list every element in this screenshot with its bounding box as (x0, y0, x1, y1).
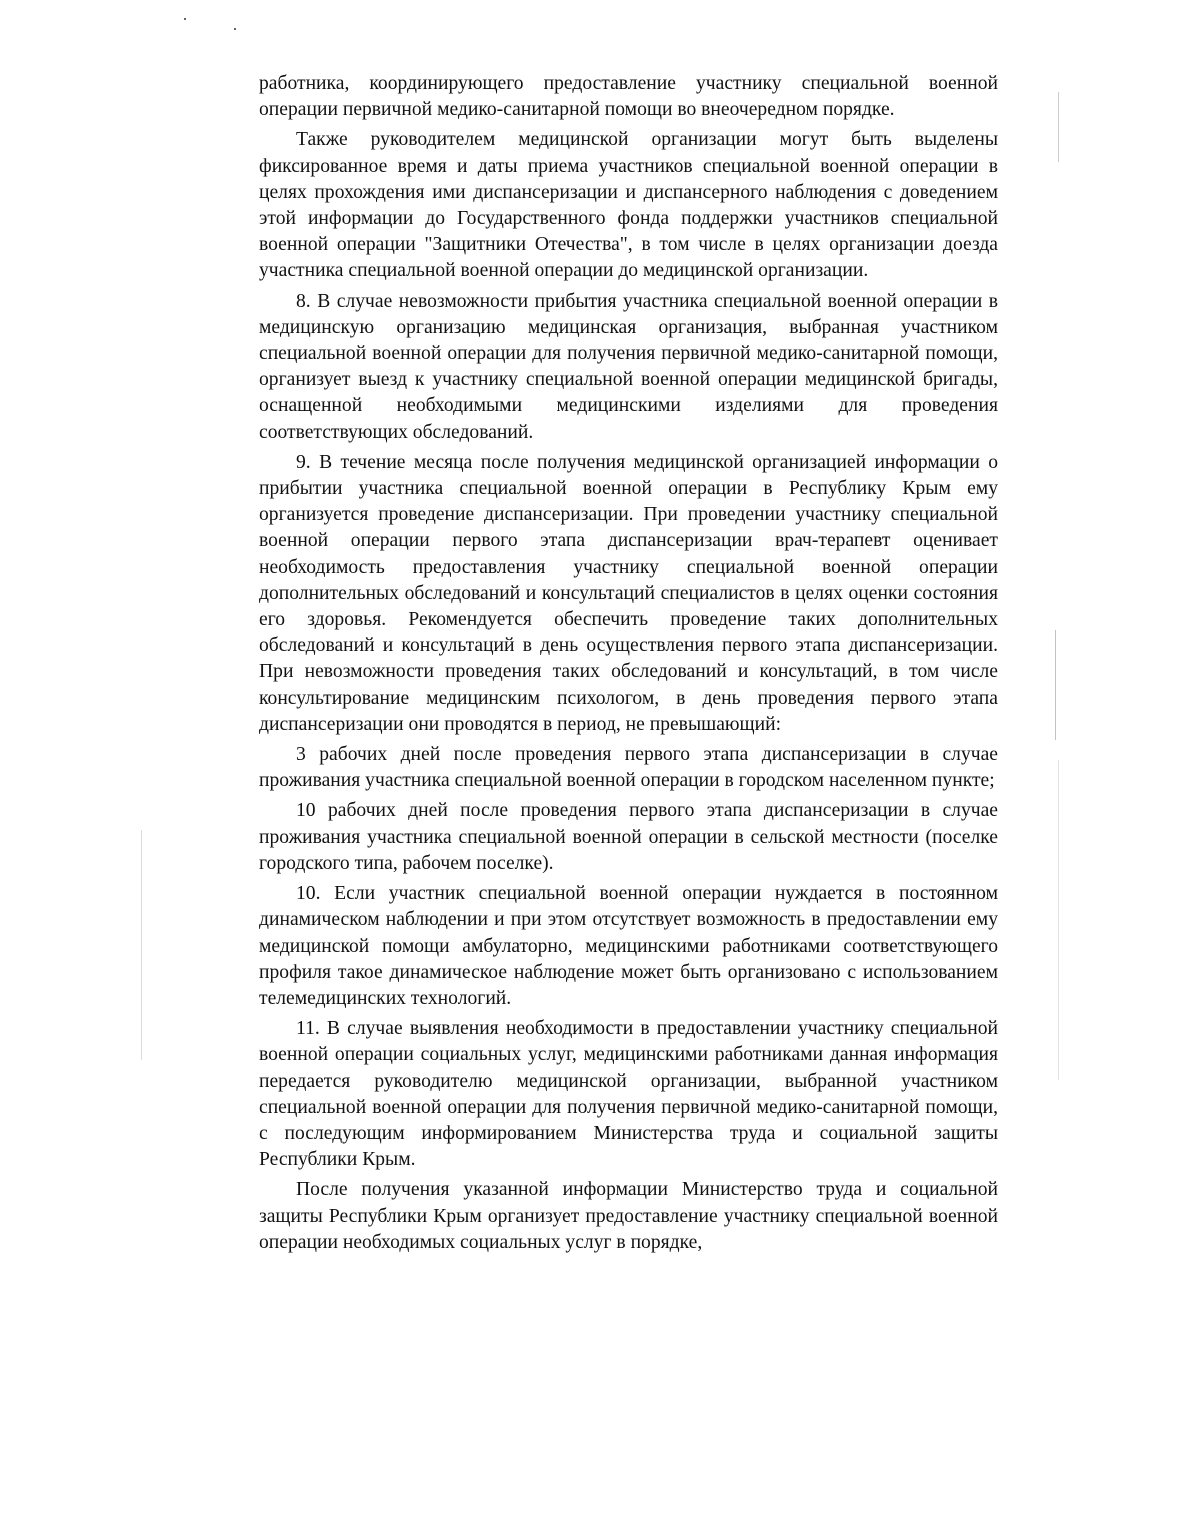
paragraph-social-services: После получения указанной информации Министерство труда и социальной защиты Республики Крым организует предоставление участнику специальной военной операции необходимых социальных услуг в порядке, (259, 1179, 998, 1253)
document-body (259, 71, 998, 1260)
scan-speck (184, 18, 186, 20)
paragraph-rural-term: 10 рабочих дней после проведения первого этапа диспансеризации в случае проживания участника специальной военной операции в сельской местности (поселке городского типа, рабочем поселке). (259, 800, 998, 874)
scan-speck (234, 28, 236, 30)
paragraph-item-11: 11. В случае выявления необходимости в предоставлении участнику специальной военной операции социальных услуг, медицинскими работниками данная информация передается руководителю медицинской организации, выбранной участником специальной военной операции для получения первичной медико-санитарной помощи, с последующим информированием Министерства труда и социальной защиты Республики Крым. (259, 1018, 998, 1171)
scan-streak (1055, 630, 1056, 740)
paragraph-item-10: 10. Если участник специальной военной операции нуждается в постоянном динамическом наблюдении и при этом отсутствует возможность в предоставлении ему медицинской помощи амбулаторно, медицинскими работниками соответствующего профиля такое динамическое наблюдение может быть организовано с использованием телемедицинских технологий. (259, 883, 998, 1009)
paragraph-continuation: работника, координирующего предоставление участнику специальной военной операции первичной медико-санитарной помощи во внеочередном порядке. (259, 73, 998, 121)
paragraph-item-8: 8. В случае невозможности прибытия участника специальной военной операции в медицинскую организацию медицинская организация, выбранная участником специальной военной операции для получения первичной медико-санитарной помощи, организует выезд к участнику специальной военной операции медицинской бригады, оснащенной необходимыми медицинскими изделиями для проведения соответствующих обследований. (259, 290, 998, 443)
scan-streak (1058, 92, 1059, 162)
scan-streak (141, 830, 142, 1060)
paragraph-item-9: 9. В течение месяца после получения медицинской организацией информации о прибытии участника специальной военной операции в Республику Крым ему организуется проведение диспансеризации. При проведении участнику специальной военной операции первого этапа диспансеризации врач-терапевт оценивает необходимость предоставления участнику специальной военной операции дополнительных обследований и консультаций специалистов в целях оценки состояния его здоровья. Рекомендуется обеспечить проведение таких дополнительных обследований и консультаций в день осуществления первого этапа диспансеризации. При невозможности проведения таких обследований и консультаций, в том числе консультирование медицинским психологом, в день проведения первого этапа диспансеризации они проводятся в период, не превышающий: (259, 451, 998, 735)
paragraph-urban-term: 3 рабочих дней после проведения первого этапа диспансеризации в случае проживания участника специальной военной операции в городском населенном пункте; (259, 744, 998, 792)
paragraph-schedule: Также руководителем медицинской организации могут быть выделены фиксированное время и даты приема участников специальной военной операции в целях прохождения ими диспансеризации и диспансерного наблюдения с доведением этой информации до Государственного фонда поддержки участников специальной военной операции "Защитники Отечества", в том числе в целях организации доезда участника специальной военной операции до медицинской организации. (259, 129, 998, 282)
scan-streak (1058, 760, 1059, 1080)
